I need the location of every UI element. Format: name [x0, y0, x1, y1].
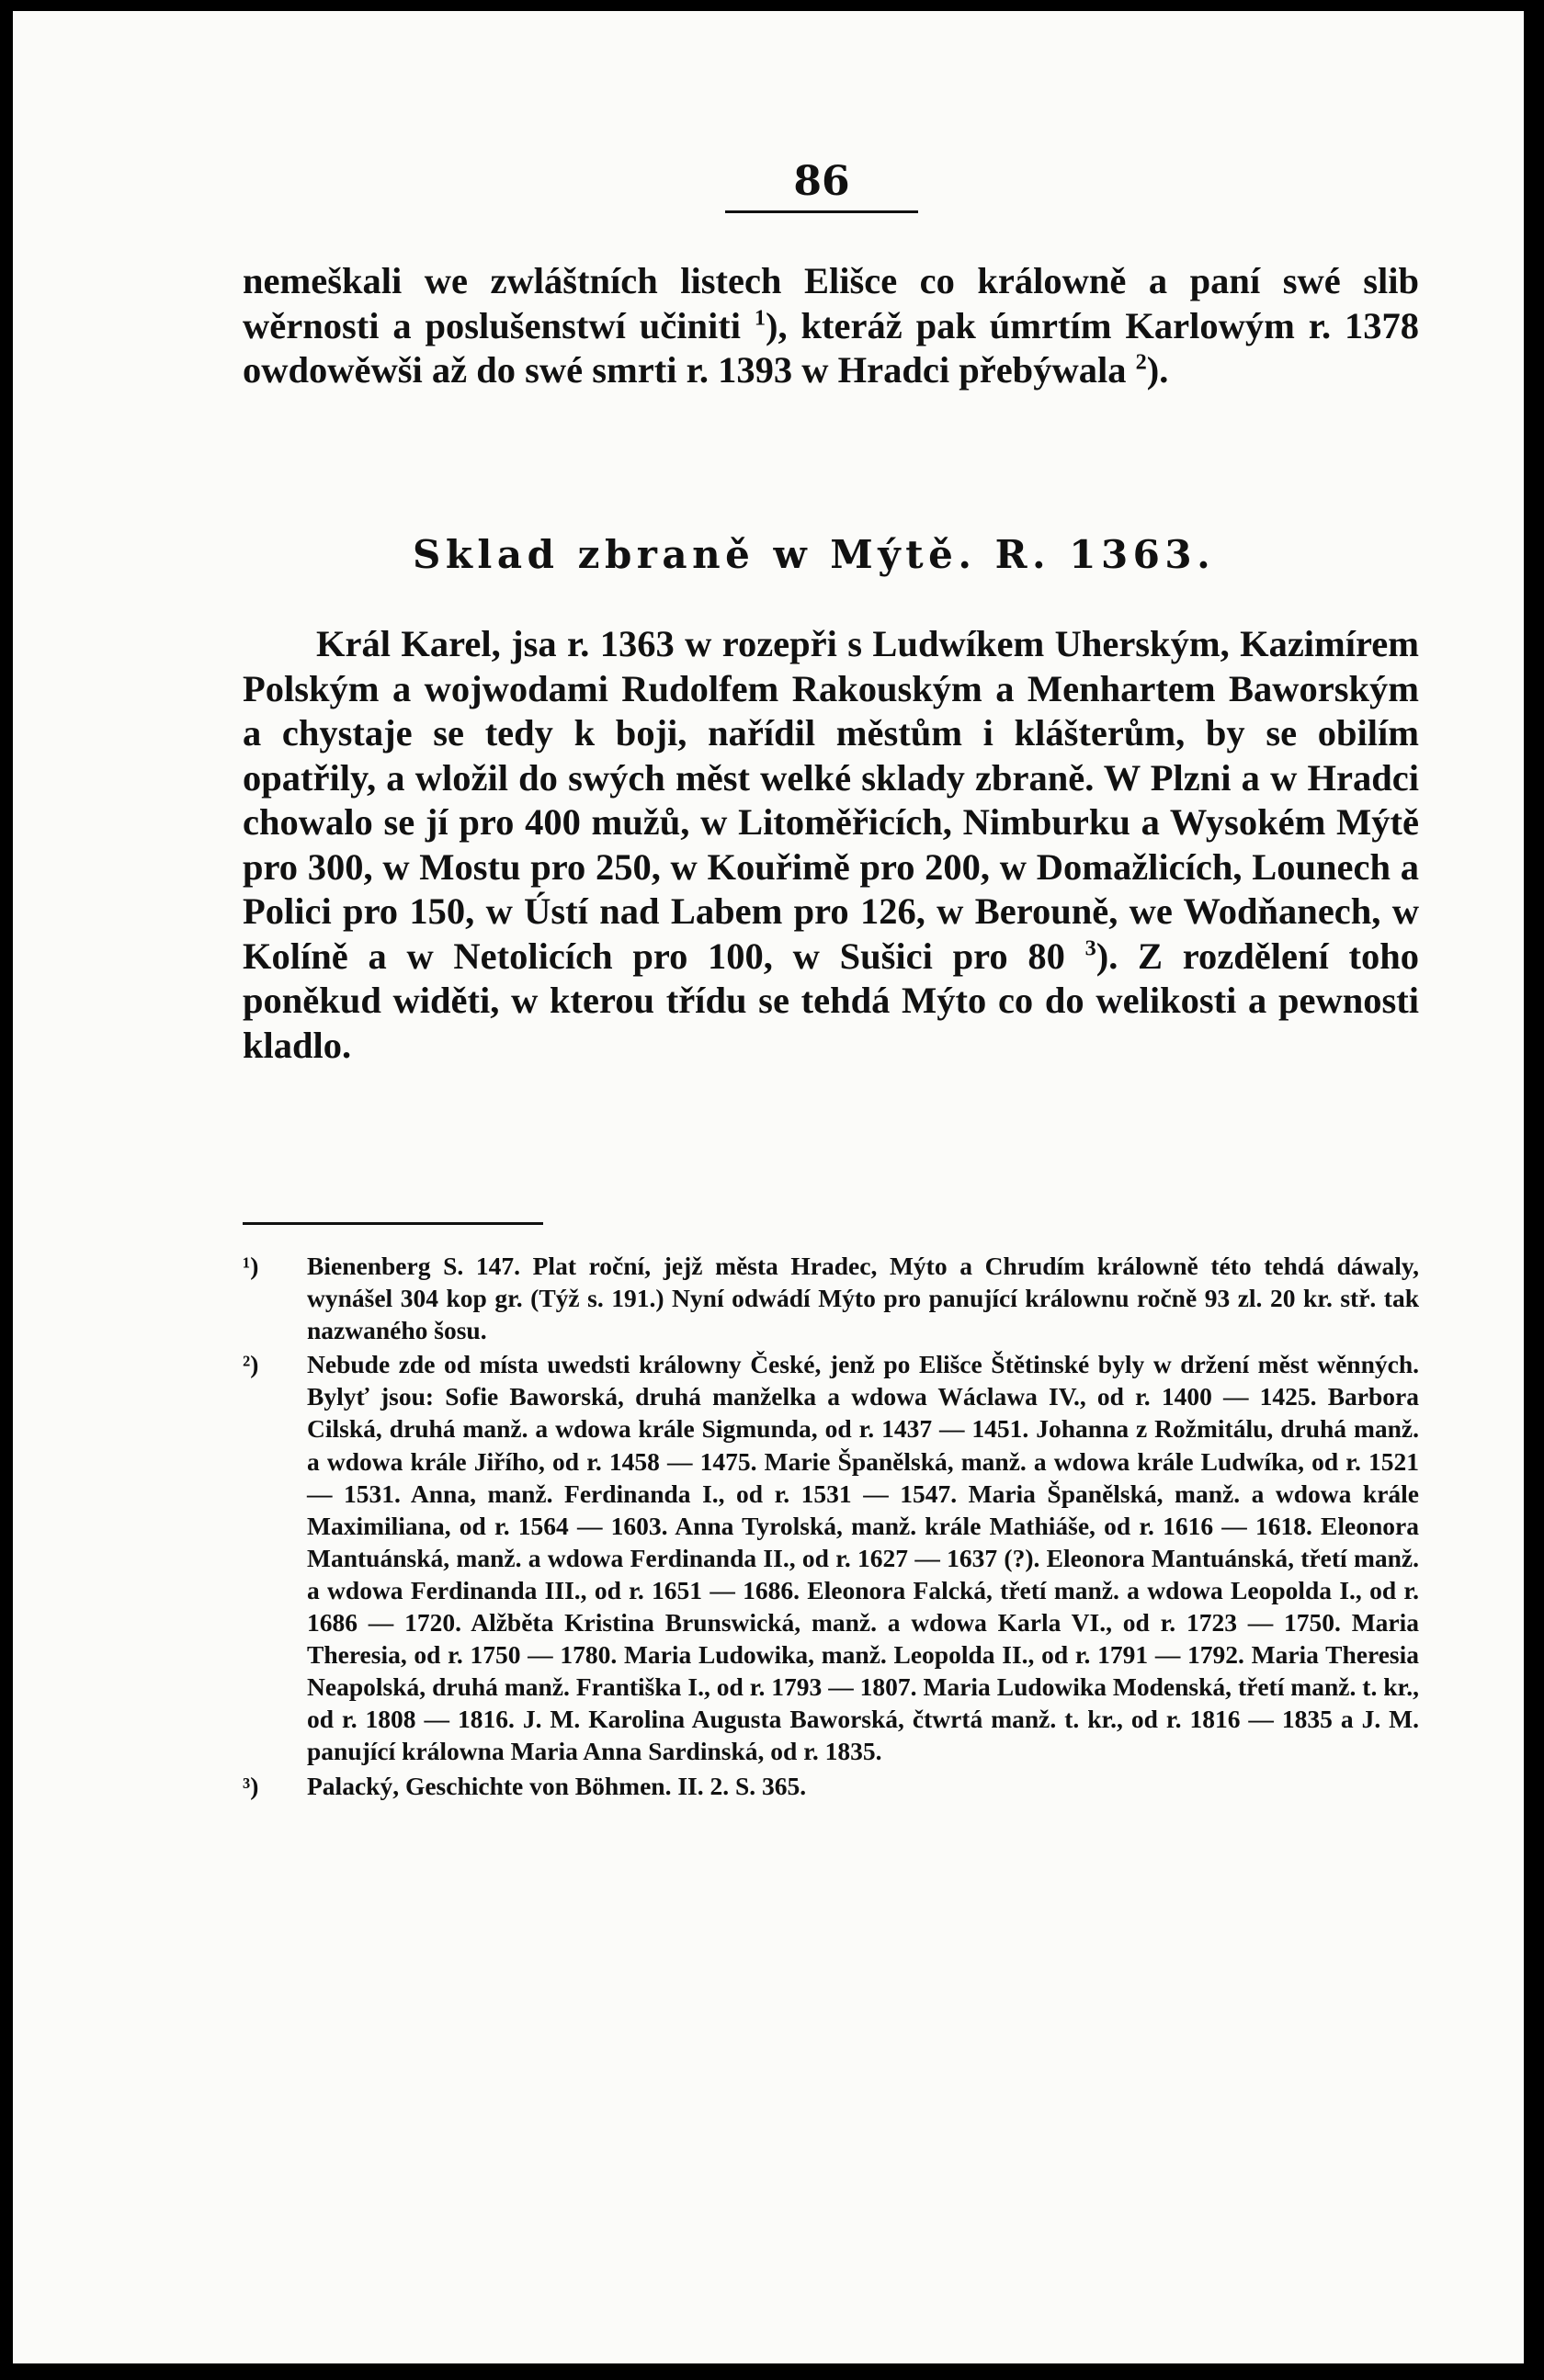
intro-text-2: ), kteráž pak úmrtím Karlowým r. 1378 owdowěwši až do swé smrti r. 1393 w Hradci přebýwala: [243, 304, 1419, 391]
footnote-1: [243, 1250, 1419, 1346]
footnotes: [243, 1250, 1419, 1802]
footnote-ref-3: 3: [1084, 935, 1096, 960]
footnote-3: [243, 1770, 1419, 1802]
footnote-ref-2: 2: [1135, 349, 1147, 375]
footnote-ref-1: 1: [754, 305, 766, 330]
body-text-2: ). Z rozdělení toho poněkud widěti, w kterou třídu se tehdá Mýto co do welikosti a pewnosti kladlo.: [243, 935, 1419, 1066]
footnote-2: [243, 1348, 1419, 1767]
intro-paragraph: [243, 259, 1419, 393]
intro-text-1: nemeškali we zwláštních listech Elišce co králowně a paní swé slib wěrnosti a poslušenstwí učiniti: [243, 260, 1419, 346]
footnote-mark-3: ³): [243, 1771, 259, 1800]
footnote-text-3: Palacký, Geschichte von Böhmen. II. 2. S. 365.: [307, 1771, 807, 1800]
intro-text-3: ).: [1146, 349, 1169, 391]
footnote-text-1: Bienenberg S. 147. Plat roční, jejž města Hradec, Mýto a Chrudím králowně této tehdá dáwaly, wynášel 304 kop gr. (Týž s. 191.) Nyní odwádí Mýto pro panující králownu ročně 93 zl. 20 kr. stř. tak nazwaného šosu.: [307, 1252, 1419, 1345]
book-page: [13, 11, 1524, 2363]
page-number: 86: [793, 158, 850, 205]
footnote-mark-1: ¹): [243, 1252, 259, 1280]
body-text-1: Král Karel, jsa r. 1363 w rozepři s Ludwíkem Uherským, Kazimírem Polským a wojwodami Rudolfem Rakouským a Menhartem Baworským a chystaje se tedy k boji, nařídil městům i klášterům, by se obilím opatřily, a wložil do swých měst welké sklady zbraně. W Plzni a w Hradci chowalo se jí pro 400 mužů, w Litoměřicích, Nimburku a Wysokém Mýtě pro 300, w Mostu pro 250, w Kouřimě pro 200, w Domažlicích, Lounech a Polici pro 150, w Ústí nad Labem pro 126, w Berouně, we Wodňanech, w Kolíně a w Netolicích pro 100, w Sušici pro 80: [243, 623, 1419, 977]
body-paragraph: [243, 622, 1419, 1068]
footnote-text-2: Nebude zde od místa uwedsti králowny České, jenž po Elišce Štětinské byly w držení měst wěnných. Bylyť jsou: Sofie Baworská, druhá manželka a wdowa Wáclawa IV., od r. 1400 — 1425. Barbora Cilská, druhá manž. a wdowa krále Sigmunda, od r. 1437 — 1451. Johanna z Rožmitálu, druhá manž. a wdowa krále Jiřího, od r. 1458 — 1475. Marie Španělská, manž. a wdowa krále Ludwíka, od r. 1521 — 1531. Anna, manž. Ferdinanda I., od r. 1531 — 1547. Maria Španělská, manž. a wdowa krále Maximiliana, od r. 1564 — 1603. Anna Tyrolská, manž. krále Mathiáše, od r. 1616 — 1618. Eleonora Mantuánská, manž. a wdowa Ferdinanda II., od r. 1627 — 1637 (?). Eleonora Mantuánská, třetí manž. a wdowa Ferdinanda III., od r. 1651 — 1686. Eleonora Falcká, třetí manž. a wdowa Leopolda I., od r. 1686 — 1720. Alžběta Kristina Brunswická, manž. a wdowa Karla VI., od r. 1723 — 1750. Maria Theresia, od r. 1750 — 1780. Maria Ludowika, manž. Leopolda II., od r. 1791 — 1792. Maria Theresia Neapolská, druhá manž. Františka I., od r. 1793 — 1807. Maria Ludowika Modenská, třetí manž. t. kr., od r. 1808 — 1816. J. M. Karolina Augusta Baworská, čtwrtá manž. t. kr., od r. 1816 — 1835 a J. M. panující králowna Maria Anna Sardinská, od r. 1835.: [307, 1350, 1419, 1766]
page-number-rule: [725, 210, 918, 213]
section-heading: Sklad zbraně w Mýtě. R. 1363.: [413, 532, 1216, 577]
footnote-mark-2: ²): [243, 1350, 259, 1379]
footnote-rule: [243, 1222, 543, 1225]
